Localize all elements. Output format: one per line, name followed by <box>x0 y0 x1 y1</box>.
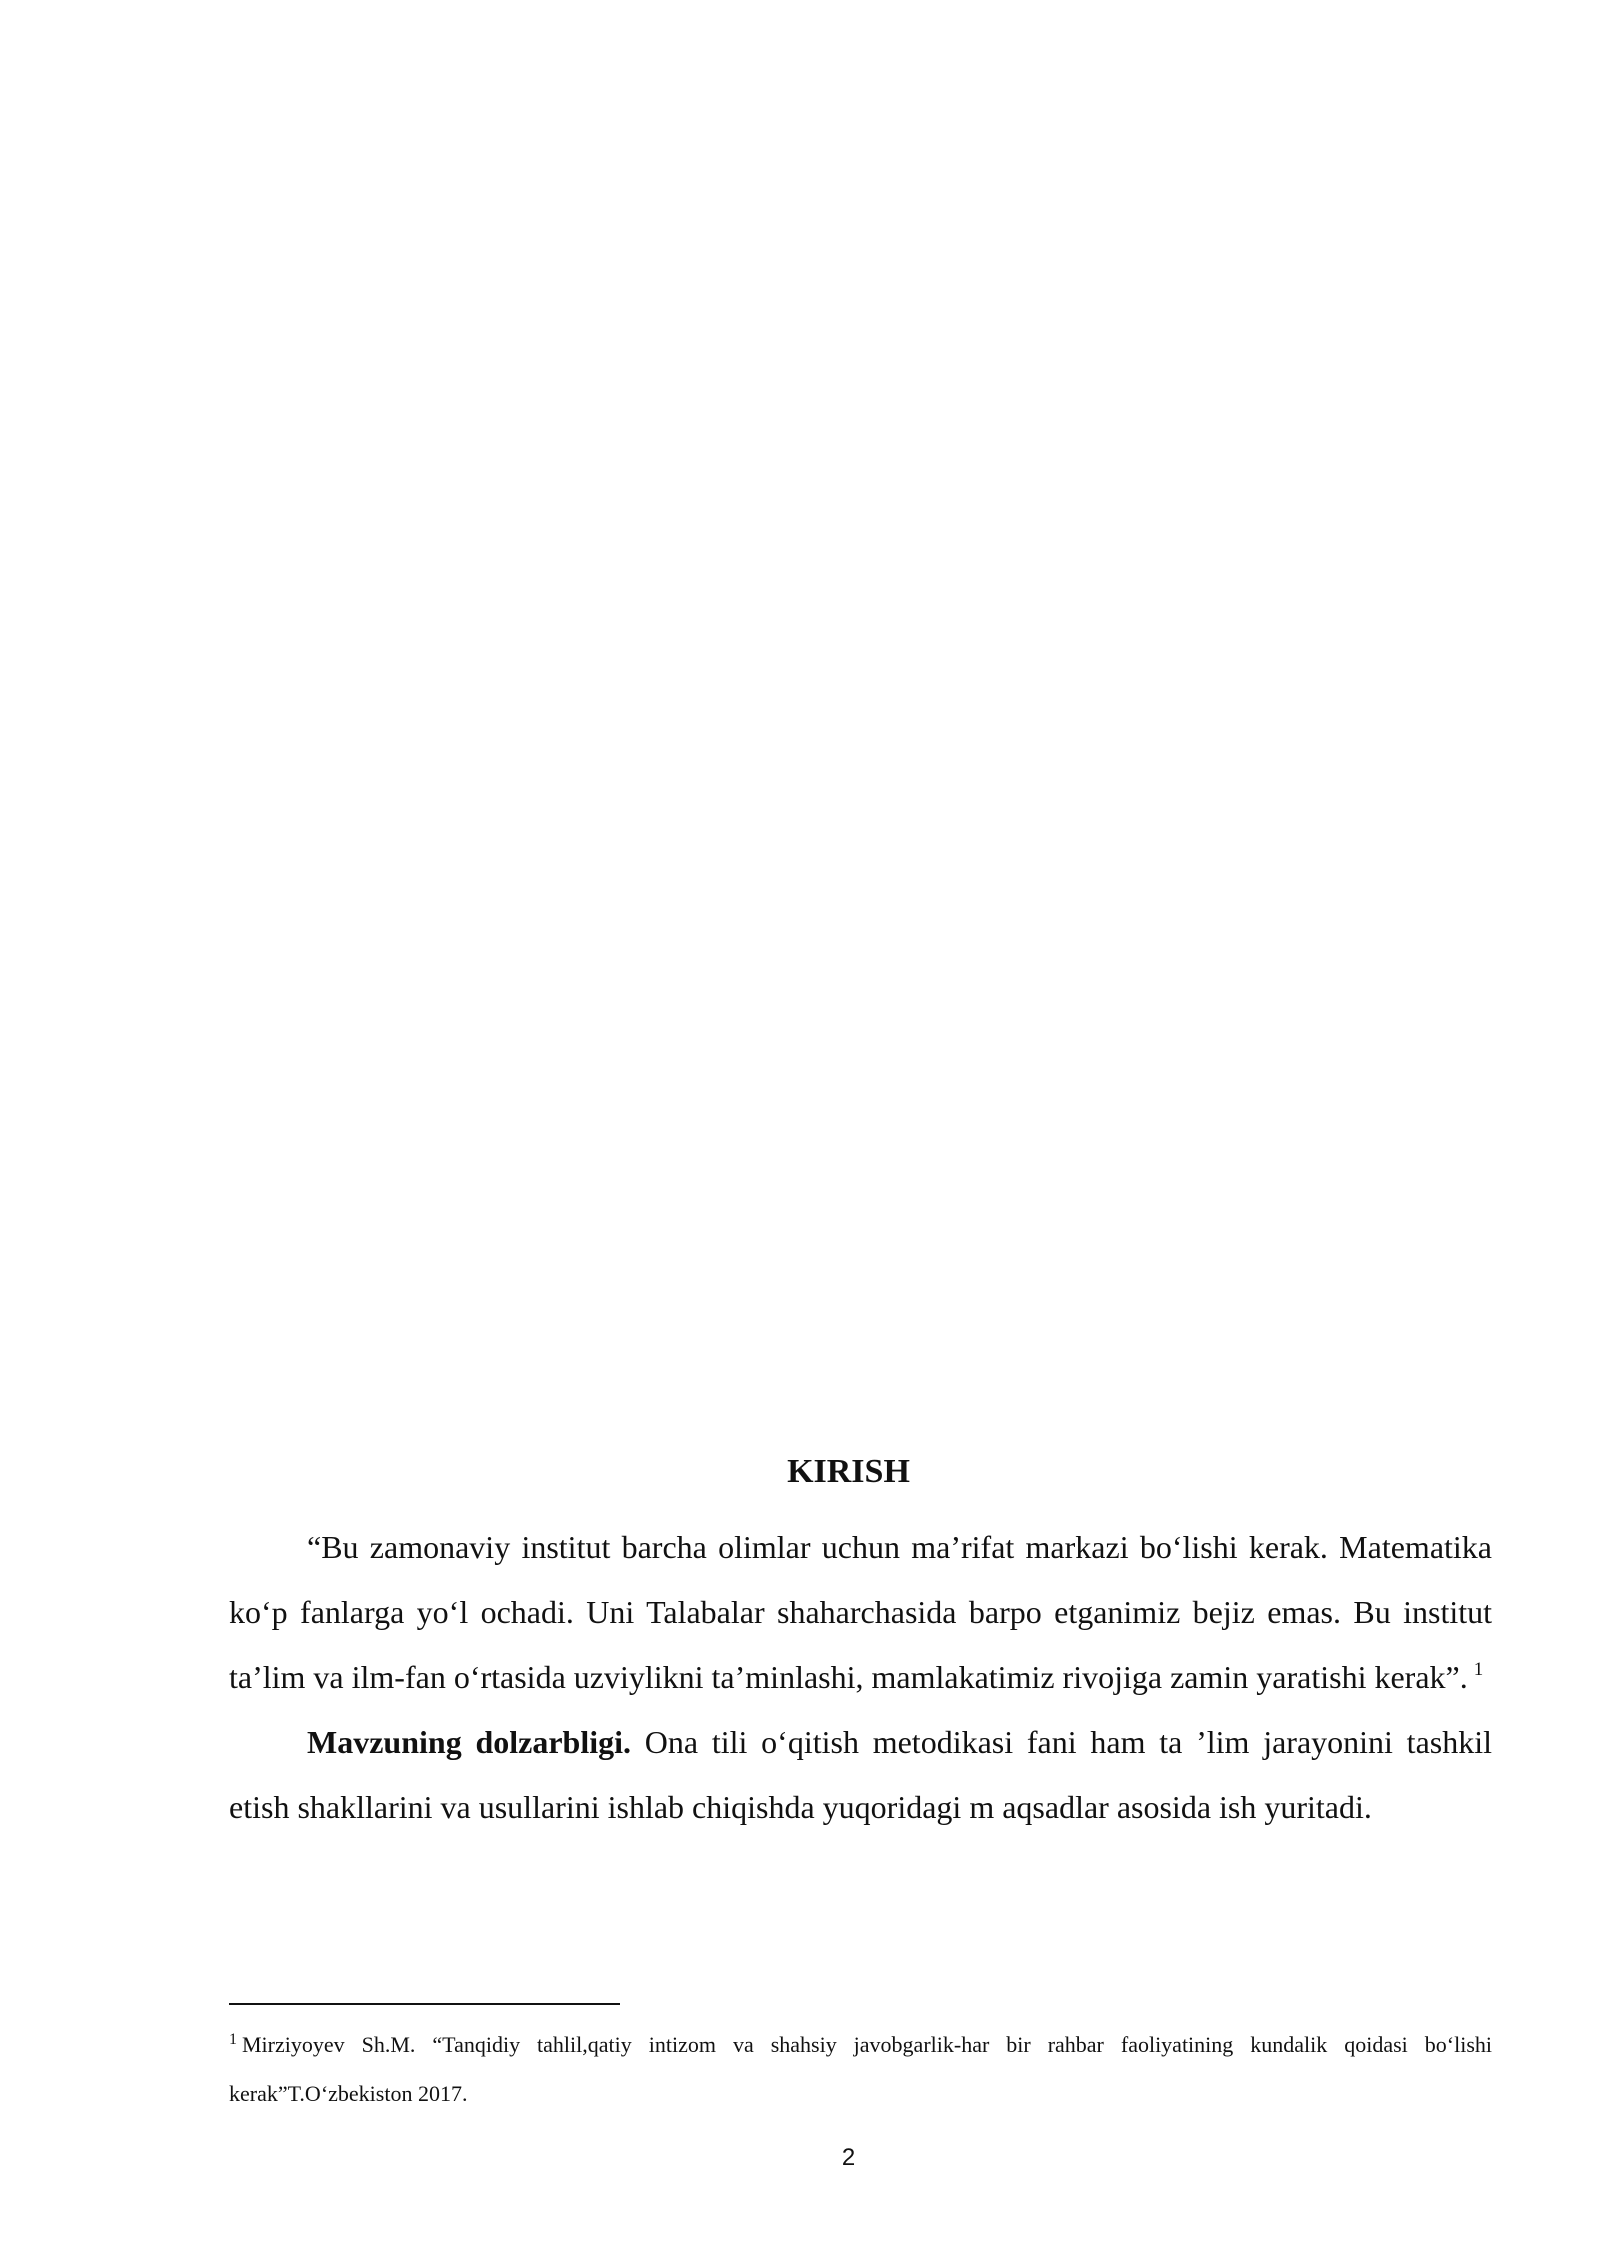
quote-paragraph <box>229 1515 1492 1710</box>
footnote <box>229 2020 1492 2118</box>
page-number: 2 <box>841 2144 856 2171</box>
footnote-separator <box>229 2003 620 2005</box>
body-text <box>229 1515 1492 1840</box>
relevance-text: Ona tili o‘qitish metodikasi fani ham ta ’lim jarayonini tashkil etish shakllarini va usullarini ishlab chiqishda yuqoridagi m aqsadlar asosida ish yuritadi. <box>229 1724 1493 1825</box>
relevance-lead: Mavzuning dolzarbligi. <box>307 1724 632 1760</box>
footnote-text: Mirziyoyev Sh.M. “Tanqidiy tahlil,qatiy intizom va shahsiy javobgarlik-har bir rahbar faoliyatining kundalik qoidasi bo‘lishi kerak”T.O‘zbekiston 2017. <box>229 2032 1492 2106</box>
footnote-number: 1 <box>229 2031 237 2048</box>
relevance-paragraph <box>229 1710 1492 1840</box>
footnote-reference[interactable]: 1 <box>1473 1659 1484 1680</box>
section-heading: KIRISH <box>787 1453 910 1490</box>
quote-text: “Bu zamonaviy institut barcha olimlar uchun ma’rifat markazi bo‘lishi kerak. Matematika ko‘p fanlarga yo‘l ochadi. Uni Talabalar shaharchasida barpo etganimiz bejiz emas. Bu institut ta’lim va ilm-fan o‘rtasida uzviylikni ta’minlashi, mamlakatimiz rivojiga zamin yaratishi kerak”. <box>229 1529 1492 1695</box>
